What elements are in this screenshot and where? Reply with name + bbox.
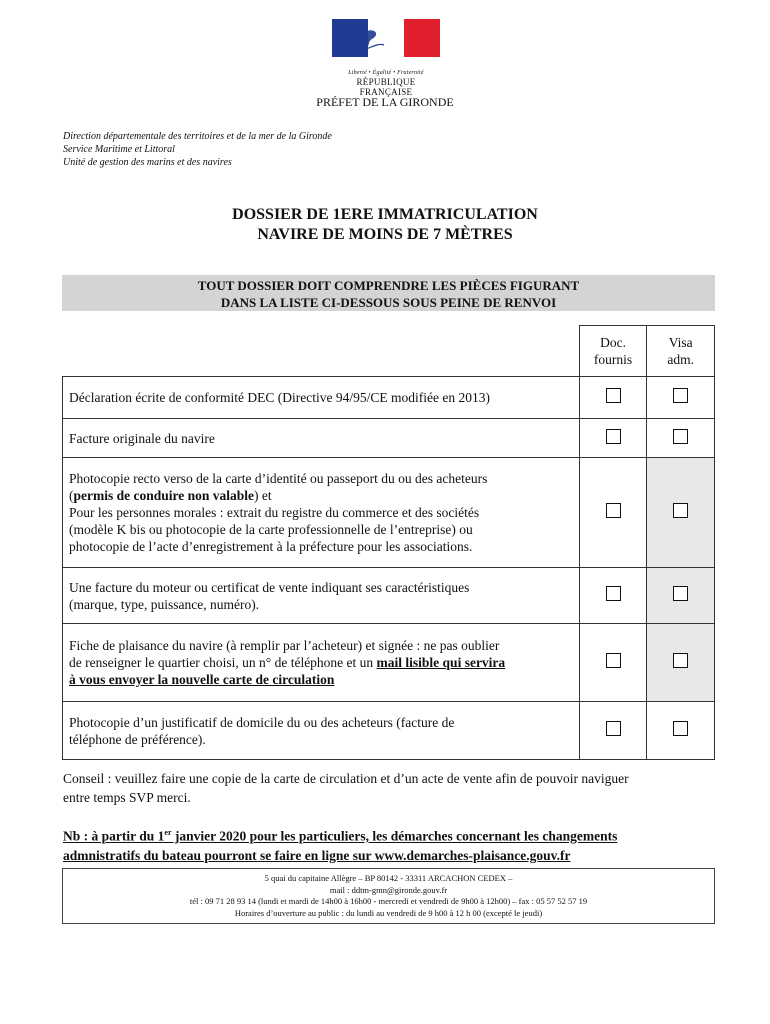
visa-adm-cell (647, 624, 715, 702)
republique-francaise: RÉPUBLIQUE FRANÇAISE (356, 77, 416, 97)
visa-adm-cell (647, 419, 715, 458)
visa-adm-cell (647, 458, 715, 568)
table-row (63, 624, 715, 702)
prefet-heading: PRÉFET DE LA GIRONDE (316, 95, 454, 109)
visa-adm-checkbox[interactable] (673, 503, 688, 518)
doc-fournis-cell (579, 702, 647, 760)
col-doc-fournis: Doc. fournis (579, 326, 647, 377)
visa-adm-checkbox[interactable] (673, 429, 688, 444)
motto: Liberté • Égalité • Fraternité (348, 70, 424, 76)
doc-fournis-cell (579, 419, 647, 458)
banner-line: DANS LA LISTE CI-DESSOUS SOUS PEINE DE RENVOI (220, 295, 557, 310)
row-description: Une facture du moteur ou certificat de vente indiquant ses caractéristiques (marque, type, puissance, numéro). (63, 568, 580, 624)
doc-fournis-checkbox[interactable] (606, 721, 621, 736)
doc-fournis-checkbox[interactable] (606, 429, 621, 444)
table-row (63, 568, 715, 624)
row-description: Fiche de plaisance du navire (à remplir par l’acheteur) et signée : ne pas oublier de renseigner le quartier choisi, un n° de téléphone et un mail lisible qui servira à vous envoyer la nouvelle carte de circulation (63, 624, 580, 702)
doc-fournis-cell (579, 458, 647, 568)
visa-adm-cell (647, 568, 715, 624)
doc-fournis-cell (579, 624, 647, 702)
row-description: Photocopie d’un justificatif de domicile du ou des acheteurs (facture de téléphone de préférence). (63, 702, 580, 760)
footer-address: 5 quai du capitaine Allègre – BP 80142 - 33311 ARCACHON CEDEX – (264, 873, 513, 883)
service-line: Service Maritime et Littoral (63, 144, 175, 155)
visa-adm-cell (647, 702, 715, 760)
doc-fournis-checkbox[interactable] (606, 653, 621, 668)
row-description: Déclaration écrite de conformité DEC (Directive 94/95/CE modifiée en 2013) (63, 377, 580, 419)
doc-fournis-cell (579, 377, 647, 419)
table-row (63, 377, 715, 419)
doc-fournis-cell (579, 568, 647, 624)
table-row (63, 702, 715, 760)
row-description: Facture originale du navire (63, 419, 580, 458)
doc-fournis-checkbox[interactable] (606, 388, 621, 403)
banner-line: TOUT DOSSIER DOIT COMPRENDRE LES PIÈCES FIGURANT (197, 278, 580, 293)
title-line: NAVIRE DE MOINS DE 7 MÈTRES (257, 226, 513, 243)
doc-fournis-checkbox[interactable] (606, 586, 621, 601)
warning-banner (62, 275, 715, 311)
visa-adm-checkbox[interactable] (673, 721, 688, 736)
marianne-profile-icon (348, 23, 388, 55)
republique-logo (331, 19, 441, 97)
visa-adm-checkbox[interactable] (673, 388, 688, 403)
contact-footer (62, 868, 715, 924)
table-row (63, 419, 715, 458)
visa-adm-checkbox[interactable] (673, 653, 688, 668)
demarches-link[interactable]: admnistratifs du bateau pourront se faire en ligne sur www.demarches-plaisance.gouv.fr (63, 847, 571, 863)
table-row (63, 458, 715, 568)
table-header-row (63, 326, 715, 377)
conseil-note: Conseil : veuillez faire une copie de la carte de circulation et d’un acte de vente afin de pouvoir naviguer entre temps SVP merci. (63, 771, 629, 805)
visa-adm-checkbox[interactable] (673, 586, 688, 601)
row-description: Photocopie recto verso de la carte d’identité ou passeport du ou des acheteurs (permis de conduire non valable) et Pour les personnes morales : extrait du registre du commerce et des sociétés (modèle K bis ou photocopie de la carte professionnelle de l’entreprise) ou photocopie de l’acte d’enregistrement à la préfecture pour les associations. (63, 458, 580, 568)
footer-email[interactable]: mail : ddtm-gmn@gironde.gouv.fr (329, 884, 448, 895)
doc-fournis-checkbox[interactable] (606, 503, 621, 518)
footer-phone: tél : 09 71 28 93 14 (lundi et mardi de 14h00 à 16h00 - mercredi et vendredi de 9h00 à 12h00) – fax : 05 57 52 57 19 (189, 896, 588, 906)
service-line: Direction départementale des territoires et de la mer de la Gironde (63, 131, 332, 142)
service-line: Unité de gestion des marins et des navires (63, 157, 232, 168)
footer-hours: Horaires d’ouverture au public : du lundi au vendredi de 9 h00 à 12 h 00 (excepté le jeudi) (234, 907, 543, 918)
tricolor-flag-icon (332, 19, 440, 57)
visa-adm-cell (647, 377, 715, 419)
nb-note: Nb : à partir du 1er janvier 2020 pour les particuliers, les démarches concernant les changements admnistratifs du bateau pourront se faire en ligne sur www.demarches-plaisance.gouv.fr (63, 823, 743, 865)
service-block (63, 130, 332, 169)
col-visa-adm: Visa adm. (647, 326, 715, 377)
title-line: DOSSIER DE 1ERE IMMATRICULATION (232, 206, 538, 223)
document-title (0, 205, 770, 245)
documents-table (62, 325, 715, 760)
